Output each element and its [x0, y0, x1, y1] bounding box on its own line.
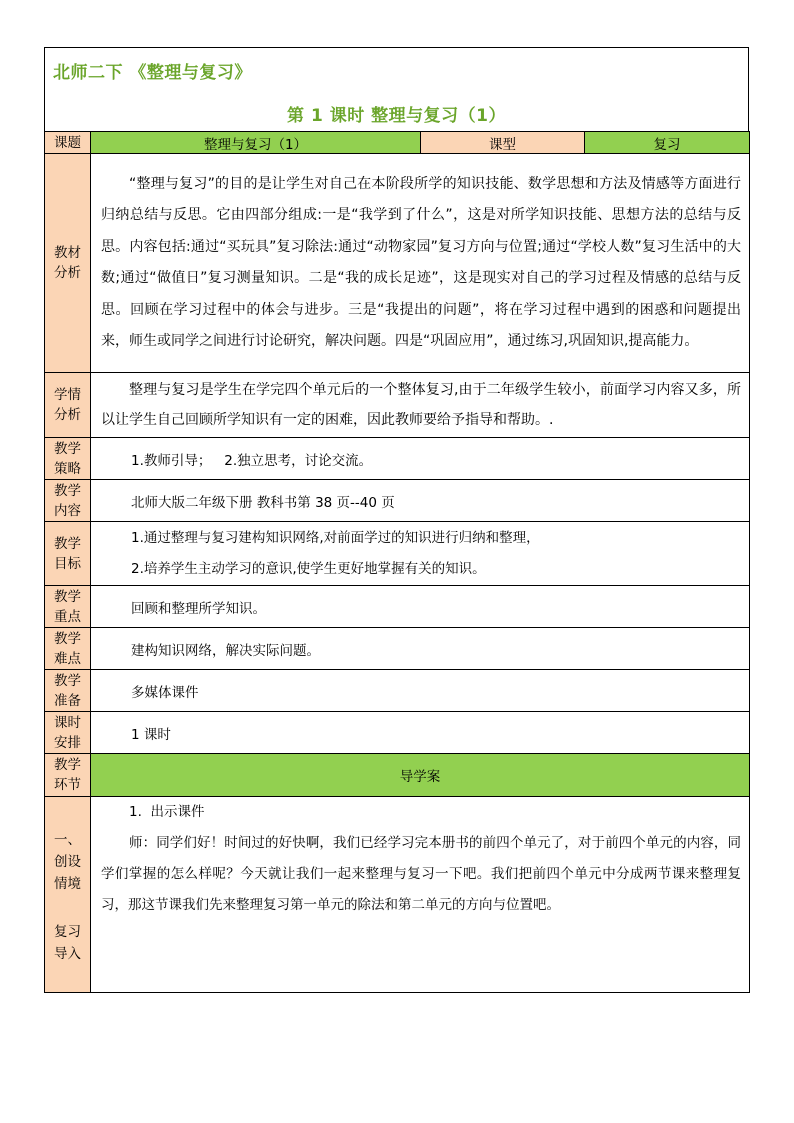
section-one-label-bottom: 复习导入 — [54, 924, 81, 962]
preparation-row — [45, 670, 750, 712]
key-points-cell — [91, 586, 750, 628]
course-title: 北师二下 《整理与复习》 — [53, 63, 252, 83]
strategy-label-text: 教学策略 — [54, 440, 81, 477]
process-header-label-text: 教学环节 — [54, 757, 81, 793]
goal-item: 1.通过整理与复习建构知识网络,对前面学过的知识进行归纳和整理， — [131, 529, 540, 546]
process-header-label — [45, 754, 91, 797]
content-text: 北师大版二年级下册 教科书第 38 页--40 页 — [131, 494, 395, 511]
goals-cell — [91, 522, 750, 586]
section-one-step: 1. 出示课件 — [129, 804, 205, 820]
process-header-row — [45, 754, 750, 797]
lesson-plan-table — [44, 131, 750, 993]
goals-label-text: 教学目标 — [54, 535, 81, 572]
key-points-text: 回顾和整理所学知识。 — [131, 600, 266, 617]
schedule-row — [45, 712, 750, 754]
key-points-label — [45, 586, 91, 628]
student-analysis-text: 整理与复习是学生在学完四个单元后的一个整体复习,由于二年级学生较小，前面学习内容又多，所以让学生自己回顾所学知识有一定的困难，因此教师要给予指导和帮助。. — [101, 382, 741, 428]
goal-item: 2.培养学生主动学习的意识,使学生更好地掌握有关的知识。 — [131, 560, 486, 577]
preparation-label-text: 教学准备 — [54, 672, 81, 709]
student-analysis-cell — [91, 373, 750, 438]
difficulties-label — [45, 628, 91, 670]
content-row — [45, 480, 750, 522]
student-analysis-label-text: 学情分析 — [54, 387, 81, 423]
preparation-cell — [91, 670, 750, 712]
type-value: 复习 — [585, 132, 750, 154]
schedule-label — [45, 712, 91, 754]
document-header — [44, 47, 749, 131]
section-one-row — [45, 797, 750, 993]
section-one-label-top: 一、创设情境 — [54, 832, 81, 892]
textbook-analysis-label-text: 教材分析 — [54, 245, 81, 281]
strategy-text: 1.教师引导； 2.独立思考，讨论交流。 — [131, 452, 373, 469]
content-label — [45, 480, 91, 522]
section-one-cell — [91, 797, 750, 993]
student-analysis-row — [45, 373, 750, 438]
goals-label — [45, 522, 91, 586]
textbook-analysis-label — [45, 154, 91, 373]
strategy-row — [45, 438, 750, 480]
key-points-row — [45, 586, 750, 628]
textbook-analysis-cell — [91, 154, 750, 373]
textbook-analysis-row — [45, 154, 750, 373]
section-one-text: 师：同学们好！时间过的好快啊，我们已经学习完本册书的前四个单元了，对于前四个单元的内容，同学们掌握的怎么样呢？今天就让我们一起来整理与复习一下吧。我们把前四个单元中分成两节课来整理复习，那这节课我们先来整理复习第一单元的除法和第二单元的方向与位置吧。 — [101, 835, 741, 913]
preparation-label — [45, 670, 91, 712]
type-label: 课型 — [421, 132, 585, 154]
strategy-label — [45, 438, 91, 480]
topic-value: 整理与复习（1） — [91, 132, 421, 154]
topic-label: 课题 — [45, 132, 91, 154]
difficulties-cell — [91, 628, 750, 670]
content-cell — [91, 480, 750, 522]
schedule-text: 1 课时 — [131, 726, 171, 743]
textbook-analysis-text: “整理与复习”的目的是让学生对自己在本阶段所学的知识技能、数学思想和方法及情感等方面进行归纳总结与反思。它由四部分组成:一是“我学到了什么”，这是对所学知识技能、思想方法的总结与反思。内容包括:通过“买玩具”复习除法:通过“动物家园”复习方向与位置;通过“学校人数”复习生活中的大数;通过“做值日”复习测量知识。二是“我的成长足迹”，这是现实对自己的学习过程及情感的总结与反思。回顾在学习过程中的体会与进步。三是“我提出的问题”，将在学习过程中遇到的困惑和问题提出来，师生或同学之间进行讨论研究，解决问题。四是“巩固应用”，通过练习,巩固知识,提高能力。 — [101, 175, 741, 349]
difficulties-row — [45, 628, 750, 670]
strategy-cell — [91, 438, 750, 480]
student-analysis-label — [45, 373, 91, 438]
section-one-label — [45, 797, 91, 993]
topic-row — [45, 132, 750, 154]
schedule-cell — [91, 712, 750, 754]
difficulties-text: 建构知识网络，解决实际问题。 — [131, 642, 320, 659]
schedule-label-text: 课时安排 — [54, 714, 81, 751]
preparation-text: 多媒体课件 — [131, 684, 199, 701]
difficulties-label-text: 教学难点 — [54, 630, 81, 667]
content-label-text: 教学内容 — [54, 482, 81, 519]
process-header-value: 导学案 — [91, 754, 750, 797]
goals-row — [45, 522, 750, 586]
key-points-label-text: 教学重点 — [54, 588, 81, 625]
lesson-plan-sheet — [44, 47, 749, 993]
lesson-title: 第 1 课时 整理与复习（1） — [287, 106, 506, 126]
